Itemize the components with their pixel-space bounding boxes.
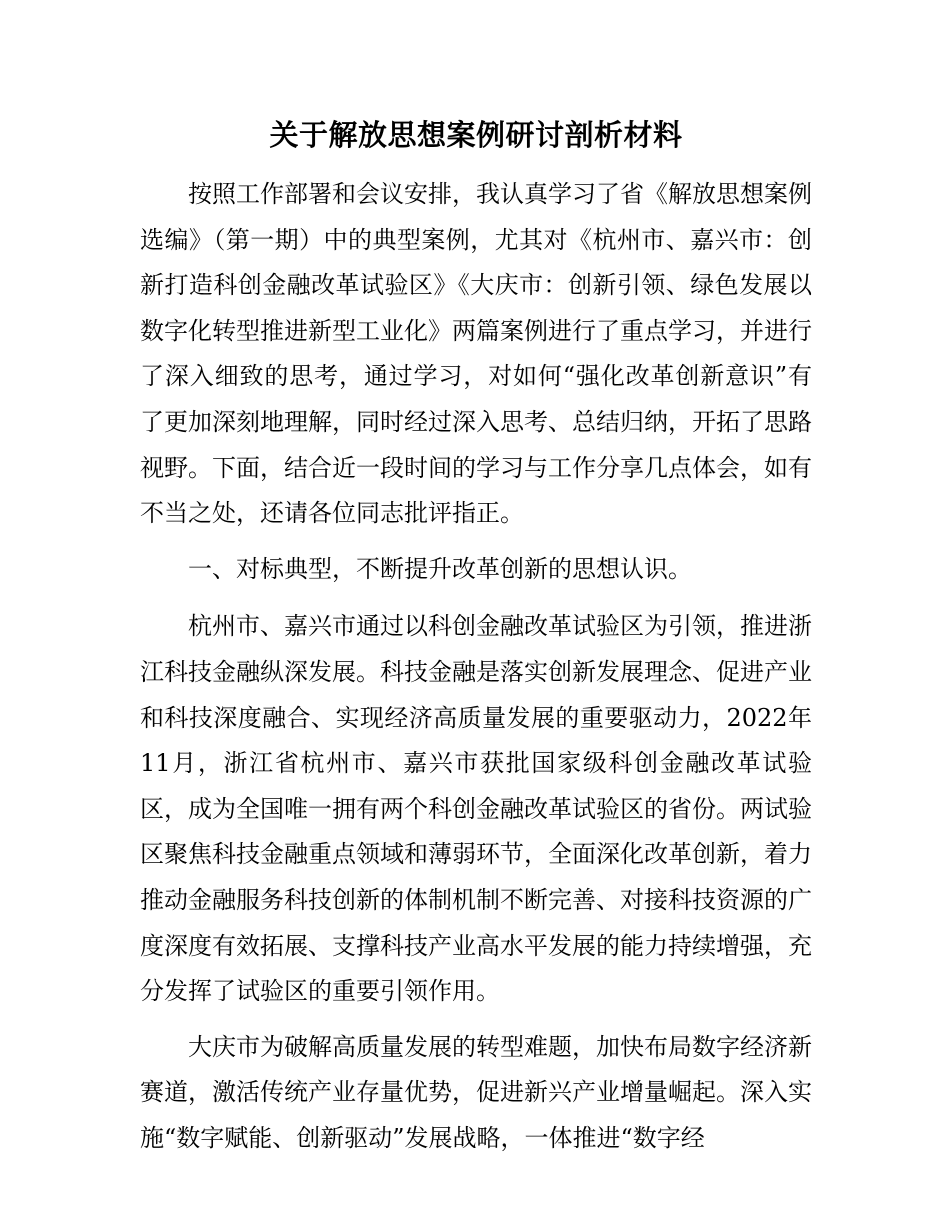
document-title: 关于解放思想案例研讨剖析材料 — [269, 118, 683, 152]
paragraph-daqing: 大庆市为破解高质量发展的转型难题，加快布局数字经济新赛道，激活传统产业存量优势，促进新兴产业增量崛起。深入实施“数字赋能、创新驱动”发展战略，一体推进“数字经 — [140, 1032, 812, 1152]
paragraph-intro: 按照工作部署和会议安排，我认真学习了省《解放思想案例选编》（第一期）中的典型案例，尤其对《杭州市、嘉兴市：创新打造科创金融改革试验区》《大庆市：创新引领、绿色发展以数字化转型推进新型工业化》两篇案例进行了重点学习，并进行了深入细致的思考，通过学习，对如何“强化改革创新意识”有了更加深刻地理解，同时经过深入思考、总结归纳，开拓了思路视野。下面，结合近一段时间的学习与工作分享几点体会，如有不当之处，还请各位同志批评指正。 — [140, 180, 812, 528]
paragraph-hangzhou-jiaxing: 杭州市、嘉兴市通过以科创金融改革试验区为引领，推进浙江科技金融纵深发展。科技金融是落实创新发展理念、促进产业和科技深度融合、实现经济高质量发展的重要驱动力，2022年11月，浙江省杭州市、嘉兴市获批国家级科创金融改革试验区，成为全国唯一拥有两个科创金融改革试验区的省份。两试验区聚焦科技金融重点领域和薄弱环节，全面深化改革创新，着力推动金融服务科技创新的体制机制不断完善、对接科技资源的广度深度有效拓展、支撑科技产业高水平发展的能力持续增强，充分发挥了试验区的重要引领作用。 — [140, 612, 812, 1006]
section-heading-1: 一、对标典型，不断提升改革创新的思想认识。 — [188, 554, 692, 583]
document-page — [140, 112, 812, 1171]
